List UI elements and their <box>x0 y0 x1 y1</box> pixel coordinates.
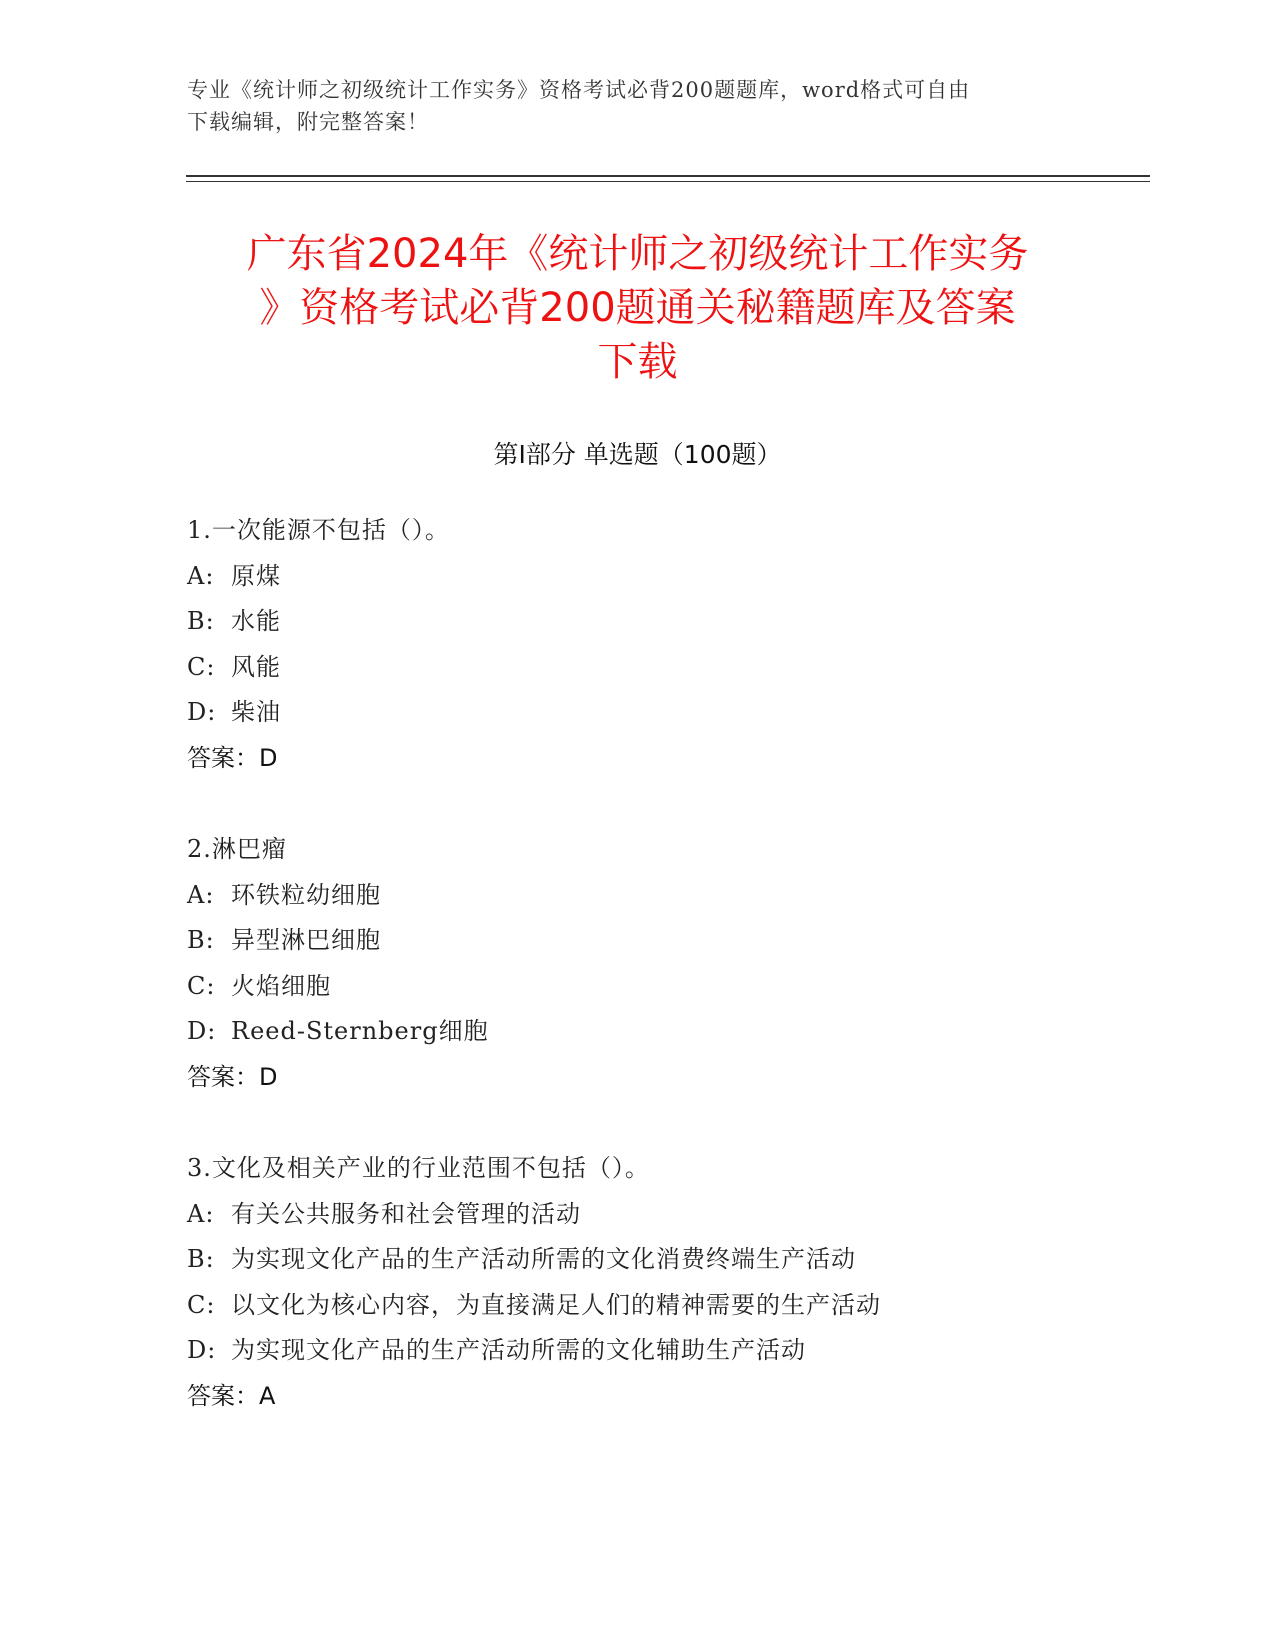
option-a <box>187 873 1137 919</box>
option-c <box>187 1283 1137 1329</box>
option-letter: A: <box>187 1199 215 1228</box>
option-letter: B: <box>187 607 215 636</box>
section-heading: 第Ⅰ部分 单选题（100题） <box>493 440 782 469</box>
option-b <box>187 599 1137 645</box>
option-letter: C: <box>187 971 216 1000</box>
document-header-note <box>187 74 1087 138</box>
option-text: 为实现文化产品的生产活动所需的文化消费终端生产活动 <box>231 1245 856 1274</box>
option-a <box>187 554 1137 600</box>
option-text: 为实现文化产品的生产活动所需的文化辅助生产活动 <box>231 1336 806 1365</box>
answer: 答案：D <box>187 1062 278 1091</box>
answer: 答案：D <box>187 743 278 772</box>
option-text: 风能 <box>231 652 281 681</box>
question-3 <box>187 1146 1137 1420</box>
option-letter: A: <box>187 880 215 909</box>
document-title <box>150 227 1125 389</box>
option-b <box>187 1237 1137 1283</box>
question-2 <box>187 827 1137 1101</box>
header-divider-thin <box>186 181 1150 182</box>
option-letter: D: <box>187 1336 217 1365</box>
option-text: 柴油 <box>231 698 281 727</box>
option-text: 以文化为核心内容，为直接满足人们的精神需要的生产活动 <box>231 1290 881 1319</box>
title-line-2: 》资格考试必背200题通关秘籍题库及答案 <box>259 285 1016 331</box>
option-letter: D: <box>187 1017 217 1046</box>
option-text: 异型淋巴细胞 <box>231 926 381 955</box>
question-1 <box>187 508 1137 782</box>
question-stem: 1.一次能源不包括（）。 <box>187 516 450 544</box>
option-c <box>187 964 1137 1010</box>
option-text: 原煤 <box>231 561 281 590</box>
option-letter: D: <box>187 698 217 727</box>
option-b <box>187 918 1137 964</box>
option-text: 环铁粒幼细胞 <box>231 880 381 909</box>
answer: 答案：A <box>187 1381 276 1410</box>
option-letter: A: <box>187 561 215 590</box>
option-d <box>187 1009 1137 1055</box>
option-letter: B: <box>187 1245 215 1274</box>
header-divider-thick <box>186 175 1150 177</box>
option-letter: B: <box>187 926 215 955</box>
option-d <box>187 690 1137 736</box>
title-line-3: 下载 <box>597 339 678 385</box>
option-letter: C: <box>187 652 216 681</box>
header-note-line-1: 专业《统计师之初级统计工作实务》资格考试必背200题题库，word格式可自由 <box>187 78 971 102</box>
question-stem: 2.淋巴瘤 <box>187 835 287 863</box>
option-d <box>187 1328 1137 1374</box>
option-a <box>187 1192 1137 1238</box>
option-text: 火焰细胞 <box>231 971 331 1000</box>
option-text: 有关公共服务和社会管理的活动 <box>231 1199 581 1228</box>
option-c <box>187 645 1137 691</box>
title-line-1: 广东省2024年《统计师之初级统计工作实务 <box>246 231 1029 277</box>
option-text: 水能 <box>231 607 281 636</box>
option-text: Reed-Sternberg细胞 <box>231 1017 489 1046</box>
header-note-line-2: 下载编辑，附完整答案！ <box>187 110 429 134</box>
option-letter: C: <box>187 1290 216 1319</box>
question-stem: 3.文化及相关产业的行业范围不包括（）。 <box>187 1154 650 1182</box>
